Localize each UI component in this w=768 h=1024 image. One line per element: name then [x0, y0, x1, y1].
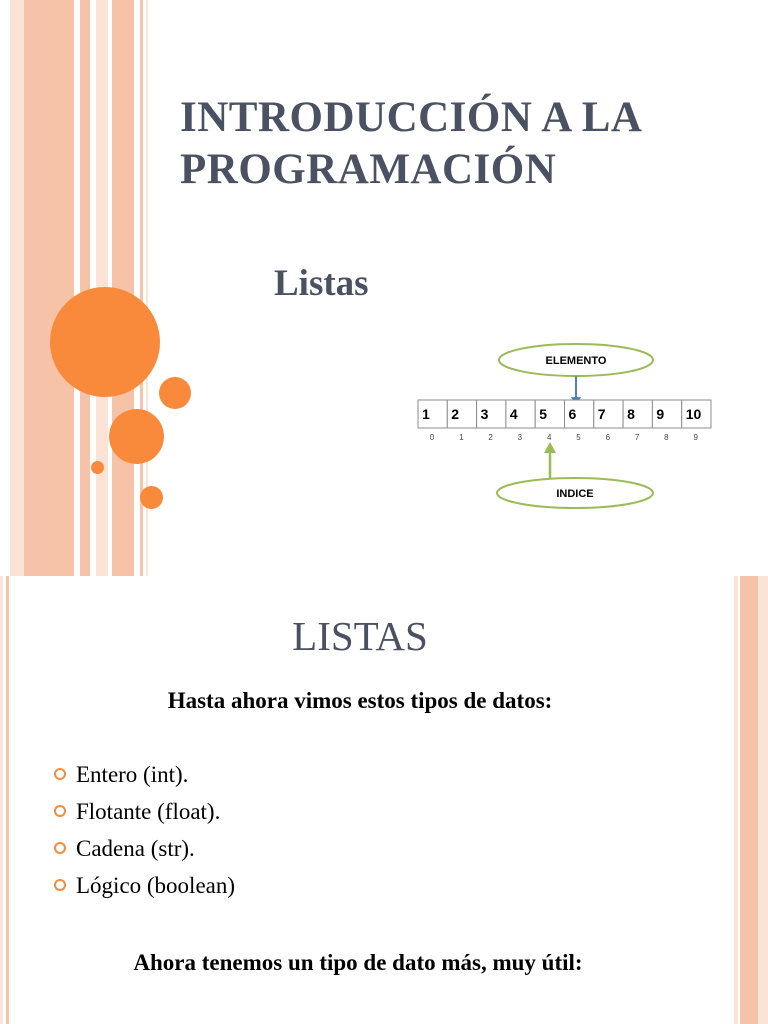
list-value: 5 — [539, 406, 547, 422]
decorative-stripe — [10, 0, 24, 576]
list-index: 1 — [459, 433, 464, 442]
intro-text: Hasta ahora vimos estos tipos de datos: — [167, 688, 553, 713]
bullet-circle-icon — [54, 768, 66, 780]
decorative-stripe — [734, 576, 738, 1024]
list-value: 2 — [451, 406, 460, 422]
element-label: ELEMENTO — [545, 355, 607, 367]
title-line-1: INTRODUCCIÓN A LA — [180, 94, 643, 141]
list-value: 8 — [627, 406, 635, 422]
list-index: 2 — [488, 433, 493, 442]
decorative-circle — [109, 409, 164, 464]
list-value: 10 — [685, 406, 702, 422]
decorative-stripe — [24, 0, 74, 576]
bullet-text: Flotante (float). — [76, 799, 221, 824]
list-cells — [418, 400, 711, 428]
list-index: 3 — [517, 433, 523, 442]
list-value: 1 — [422, 406, 430, 422]
bullet-list — [50, 760, 235, 908]
slide-title: LISTAS — [292, 613, 428, 659]
list-index: 0 — [429, 433, 435, 442]
decorative-circle — [91, 461, 104, 474]
list-value: 4 — [509, 406, 518, 422]
list-value: 9 — [656, 406, 665, 422]
decorative-stripe — [80, 0, 90, 576]
list-index: 9 — [693, 433, 698, 442]
decorative-stripe — [758, 576, 768, 1024]
decorative-circle — [140, 486, 163, 509]
decorative-circle-large — [50, 287, 160, 397]
list-indices — [430, 433, 699, 442]
list-index: 6 — [605, 433, 611, 442]
list-diagram — [414, 340, 724, 516]
list-item — [50, 871, 235, 908]
bullet-circle-icon — [54, 842, 66, 854]
list-value: 7 — [597, 406, 606, 422]
bullet-text: Lógico (boolean) — [76, 873, 236, 898]
list-index: 5 — [576, 433, 581, 442]
list-index: 8 — [664, 433, 669, 442]
list-index: 4 — [546, 433, 552, 442]
slide-title — [180, 92, 740, 196]
list-value: 3 — [480, 406, 489, 422]
bullet-text: Cadena (str). — [76, 836, 195, 861]
bullet-circle-icon — [54, 879, 66, 891]
decorative-circle — [159, 377, 191, 409]
title-line-2: PROGRAMACIÓN — [180, 146, 557, 193]
list-item — [50, 834, 235, 871]
list-item — [50, 797, 235, 834]
decorative-stripe — [740, 576, 758, 1024]
list-value: 6 — [568, 406, 577, 422]
slide-2 — [0, 576, 768, 1024]
list-item — [50, 760, 235, 797]
list-index: 7 — [634, 433, 640, 442]
bullet-circle-icon — [54, 805, 66, 817]
closing-text: Ahora tenemos un tipo de dato más, muy útil: — [133, 950, 583, 975]
index-label: INDICE — [556, 488, 594, 500]
slide-subtitle: Listas — [274, 263, 369, 304]
index-arrow-head — [544, 442, 556, 453]
bullet-text: Entero (int). — [76, 762, 189, 787]
